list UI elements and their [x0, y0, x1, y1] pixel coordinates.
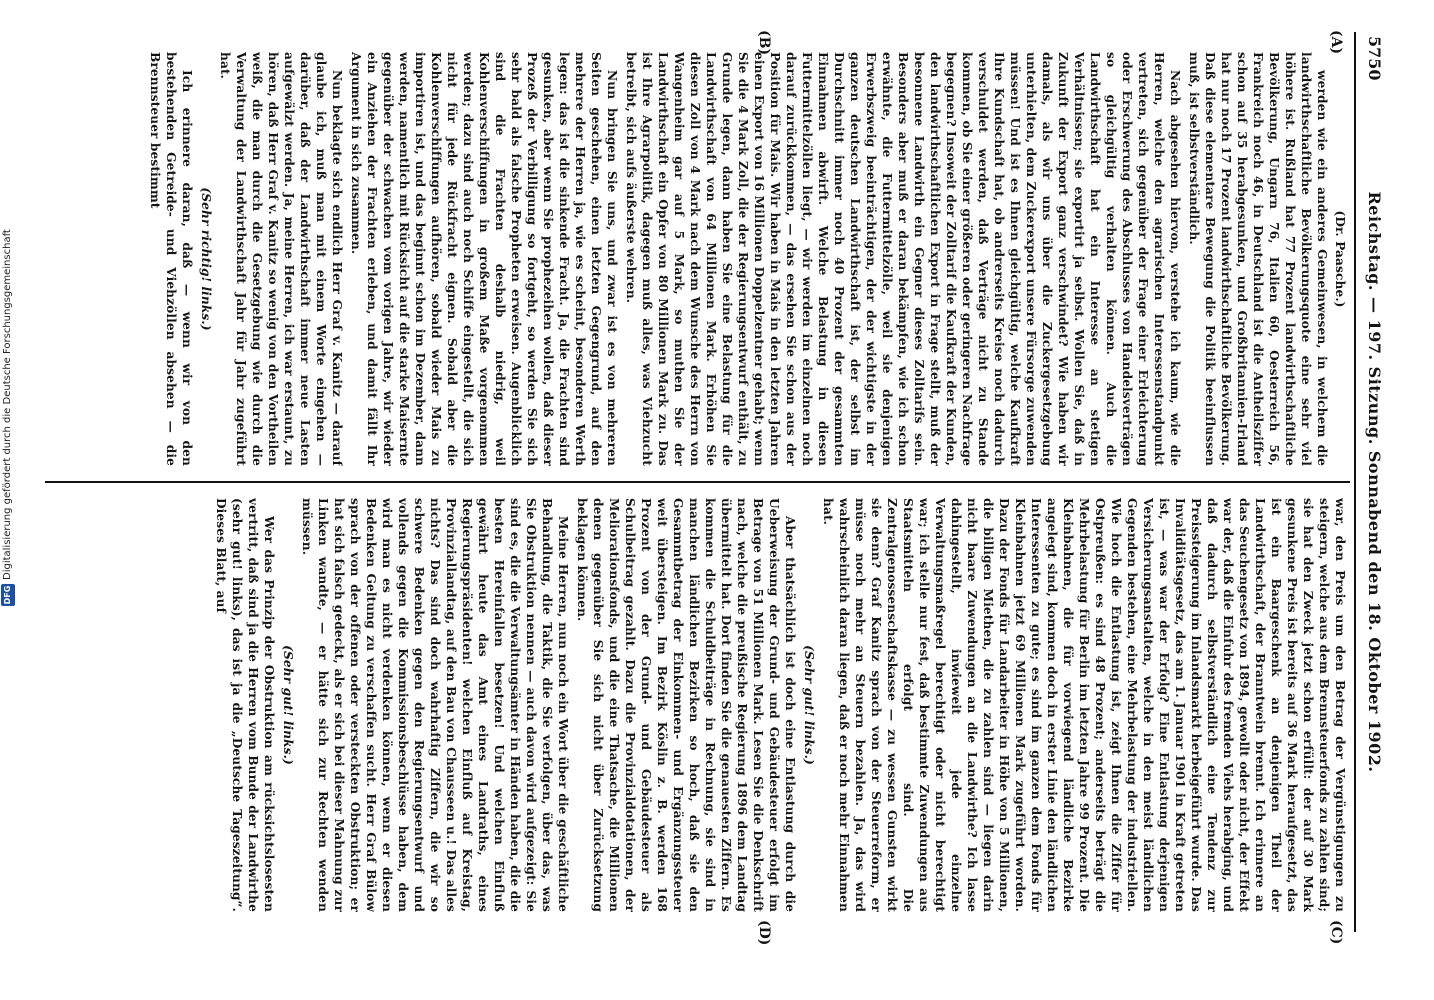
- paragraph: Aber thatsächlich ist doch eine Entlastung durch die Ueberweisung der Grund- und Gebäudesteuer erfolgt im Betrage von 51 Millionen Mark. Lesen Sie die Denkschrift nach, welche die preußische Regierung 1896 dem Landtag übermittelt hat. Dort finden Sie die genauesten Ziffern. Es kommen die Schuldbeiträge in Rechnung, sie sind in manchen ländlichen Bezirken so hoch, daß sie den Gesammtbetrag der Einkommen- und Ergänzungssteuer weit übersteigen. Im Bezirk Köslin z. B. werden 168 Prozent von der Grund- und Gebäudesteuer als Schulbeitrag gezahlt. Dazu die Provinzialdotationen, der Meliorationsfonds, und die eine Thatsache, die Millionen denen gegenüber Sie sich nicht über Zurücksetzung beklagen können.: [575, 498, 797, 912]
- margin-mark-a: (A): [1328, 30, 1344, 55]
- paragraph: war, den Preis um den Betrag der Vergünstigungen zu steigern, welche aus dem Brennsteuerfonds zu zahlen sind; sie hat den Zweck jetzt schon erfüllt: der auf 30 Mark gesunkene Preis ist bereits auf 36 Mark heraufgesetzt, das ist ein Baargeschenk an denjenigen Theil der Landwirthschaft, der Branntwein brennt. Ich erinnere an das Seuchengesetz von 1894, gewollt oder nicht, der Effekt war der, daß die Einfuhr des fremden Viehs herabging, und daß dadurch selbstverständlich eine Tendenz zur Preissteigerung im Inlandsmarkt herbeigeführt wurde. Das Invaliditätsgesetz, das am 1. Januar 1901 in Kraft getreten ist, — was war der Erfolg? Eine Entlastung derjenigen Versicherungsanstalten, welche in den meist ländlichen Gegenden bestehen, eine Mehrbelastung der industriellen. Wie hoch die Entlastung ist, zeigt Ihnen die Ziffer für Ostpreußen: es sind 48 Prozent; anderseits beträgt die Mehrbelastung für Berlin im letzten Jahre 99 Prozent. Die Kleinbahnen, die für vorwiegend ländliche Bezirke angelegt sind, kommen doch in erster Linie den ländlichen Interessenten zu gute; es sind im ganzen dem Fonds für Kleinbahnen jetzt 69 Millionen Mark zugeführt worden. Dazu der Fonds für Landarbeiter in Höhe von 5 Millionen, die billigen Miethen, die zu zahlen sind — liegen darin nicht baare Zuwendungen an die Landwirthe? Ich lasse dahingestellt, inwieweit jede einzelne Verwaltungsmaßregel berechtigt oder nicht berechtigt war; ich stelle nur fest, daß bestimmte Zuwendungen aus Staatsmitteln erfolgt sind. Die Zentralgenossenschaftskasse — zu wessen Gunsten wirkt sie denn? Graf Kanitz sprach von der Steuerreform, er müsse noch mehr an Steuern bezahlen. Ja, das wird wahrscheinlich daran liegen, daß er noch mehr Einnahmen hat.: [821, 498, 1347, 912]
- paragraph: Nach abgesehen hiervon, verstehe ich kaum, wie die Herren, welche den agrarischen Interessenstandpunkt vertreten, sich gegenüber der Frage einer Erleichterung oder Erschwerung des Abschlusses von Handelsverträgen so gleichgültig verhalten können. Auch die Landwirthschaft hat ein Interesse an stetigen Verhältnissen; sie exportirt ja selbst. Wollen Sie, daß in Zukunft der Export ganz verschwindet? Wie haben wir damals, als wir uns über die Zuckergesetzgebung unterhielten, dem Zuckerexport unsere Fürsorge zuwenden müssen! Und ist es Ihnen gleichgültig, welche Kaufkraft Ihre Kundschaft hat, ob andrerseits Kreise noch dadurch verschuldet werden, daß Verträge nicht zu Stande kommen, ob Sie einer größeren oder geringeren Nachfrage begegnen? Insoweit der Zolltarif die Kaufkraft der Kunden, den landwirthschaftlichen Export in Frage stellt, muß der besonnene Landwirth ein Gegner dieses Zolltarifs sein. Besonders aber muß er daran bekämpfen, wie ich schon erwähnte, die Futtermittelzölle, weil sie denjenigen Erwerbszweig beeinträchtigen, der der wichtigste in der ganzen deutschen Landwirthschaft ist, der selbst im Durchschnitt immer noch 40 Prozent der gesammten Einnahmen abwirft. Welche Belastung in diesen Futtermittelzöllen liegt, — wir werden im einzelnen noch darauf zurückkommen, — das ersehen Sie schon aus der Position für Mais. Wir haben in Mais in den letzten Jahren einen Export von 16 Millionen Doppelzentner gehabt; wenn Sie die 4 Mark Zoll, die der Regierungsentwurf enthält, zu Grunde legen, dann haben Sie eine Belastung für die Landwirthschaft von 64 Millionen Mark. Erhöhen Sie diesen Zoll von 4 Mark nach dem Wunsche des Herrn von Wangenheim gar auf 5 Mark, so muthen Sie der Landwirthschaft ein Opfer von 80 Millionen Mark zu. Das ist Ihre Agrarpolitik, dagegen muß alles, was Viehzucht betreibt, sich aufs äußerste wehren.: [624, 52, 1182, 466]
- page-header: [1360, 36, 1386, 928]
- paragraph: werden wie ein anderes Gemeinwesen, in welchem die landwirthschaftliche Bevölkerungsquote eine sehr viel höhere ist. Rußland hat 77 Prozent landwirthschaftliche Bevölkerung, Ungarn 76, Italien 60, Oesterreich 56, Frankreich noch 46, in Deutschland ist die Antheilsziffer schon auf 35 herabgesunken, und Großbritannien-Irland hat nur noch 17 Prozent landwirthschaftliche Bevölkerung. Daß diese elementare Bewegung die Politik beeinflussen muß, ist selbstverständlich.: [1187, 52, 1329, 466]
- credit-text: Digitalisierung gefördert durch die Deutsche Forschungsgemeinschaft: [2, 229, 13, 580]
- interjection: (Sehr gut! links.): [281, 645, 295, 765]
- paragraph: Nun bringen Sie uns, und zwar ist es von mehreren Seiten geschehen, einen letzten Gegengrund, auf den mehrere der Herren ja, wie es scheint, besonderen Werth legen: das ist die sinkende Fracht. Ja, die Frachten sind gesunken, aber wenn Sie prophezeihen wollen, daß dieser Prozeß der Verbilligung so fortgeht, so werden Sie sich sehr bald als falsche Propheten erweisen. Augenblicklich sind die Frachten deshalb niedrig, weil Kohlenverschiffungen in großem Maße vorgenommen werden; dazu sind auch noch Schiffe eingestellt, die sich nicht für jede Rückfracht eignen. Sobald aber die Kohlenverschiffungen aufhören, sobald wieder Mais zu importiren ist, und das beginnt schon im Dezember, dann werden, namentlich mit Rücksicht auf die starke Maisernte gegenüber der schwachen vom vorigen Jahre, wir wieder ein Anziehen der Frachten erleben, und damit fällt Ihr Argument in sich zusammen.: [349, 52, 619, 466]
- page-title: Reichstag. — 197. Sitzung. Sonnabend den 18. Oktober 1902.: [1365, 191, 1384, 773]
- interjection: (Sehr richtig! links.): [199, 187, 213, 331]
- interjection: (Sehr gut! links.): [802, 645, 816, 765]
- left-column: [48, 52, 1348, 466]
- paragraph: Ich erinnere daran, daß — wenn wir von den bestehenden Getreide- und Viehzöllen absehen — die Brennsteuer bestimmt: [148, 52, 194, 466]
- digitization-credit: [2, 226, 16, 606]
- header-rule: [1354, 32, 1356, 932]
- scanned-page: [30, 22, 1400, 946]
- margin-mark-b: (B): [756, 30, 772, 56]
- right-column: [48, 498, 1348, 912]
- margin-mark-d: (D): [756, 920, 772, 946]
- speaker-name: (Dr. Paasche.): [1333, 210, 1347, 308]
- paragraph: Nun beklagte sich endlich Herr Graf v. Kanitz — darauf glaube ich, muß man mit einem Worte eingehen — darüber, daß der Landwirthschaft immer neue Lasten aufgewälzt werden. Ja, meine Herren, ich war erstaunt, zu hören, daß Herr Graf v. Kanitz so wenig von den Vortheilen weiß, die man durch die Gesetzgebung wie durch die Verwaltung der Landwirthschaft Jahr für Jahr zugeführt hat.: [218, 52, 344, 466]
- paragraph: Meine Herren, nun noch ein Wort über die geschäftliche Behandlung, die Taktik, die Sie verfolgen, über das, was Sie Obstruktion nennen — auch davon wird aufgezeigt: Sie sind es, die die Verwaltungsämter in Händen haben, die die besten Hereinfallen besetzen! Und welchen Einfluß gewährt heute das Amt eines Landraths, eines Regierungspräsidenten! welchen Einfluß auf Kreistag, Provinziallandtag, auf den Bau von Chausseen u.! Das alles nichts? Das sind doch wahrhaftig Ziffern, die wir so schwere Bedenken gegen den Regierungsentwurf und vollends gegen die Kommissionsbeschlüsse haben, dem wird man es nicht verdenken können, wenn er diesen Bedenken Geltung zu verschaffen sucht. Herr Graf Bülow sprach von der offenen oder versteckten Obstruktion; er hat sich falsch gedeckt, als er sich bei dieser Mahnung zur Linken wandte, — er hätte sich zur Rechten wenden müssen.: [300, 498, 570, 912]
- page-number: 5750: [1365, 36, 1384, 81]
- paragraph: Wer das Prinzip der Obstruktion am rücksichtslosesten vertritt, daß sind ja die Herren vom Bunde der Landwirthe (sehr gut! links), das ist ja die „Deutsche Tageszeitung“. Dieses Blatt, auf: [214, 498, 276, 912]
- column-divider: [45, 481, 1350, 483]
- dfg-logo-icon: DFG: [1, 584, 15, 606]
- margin-mark-c: (C): [1328, 920, 1344, 945]
